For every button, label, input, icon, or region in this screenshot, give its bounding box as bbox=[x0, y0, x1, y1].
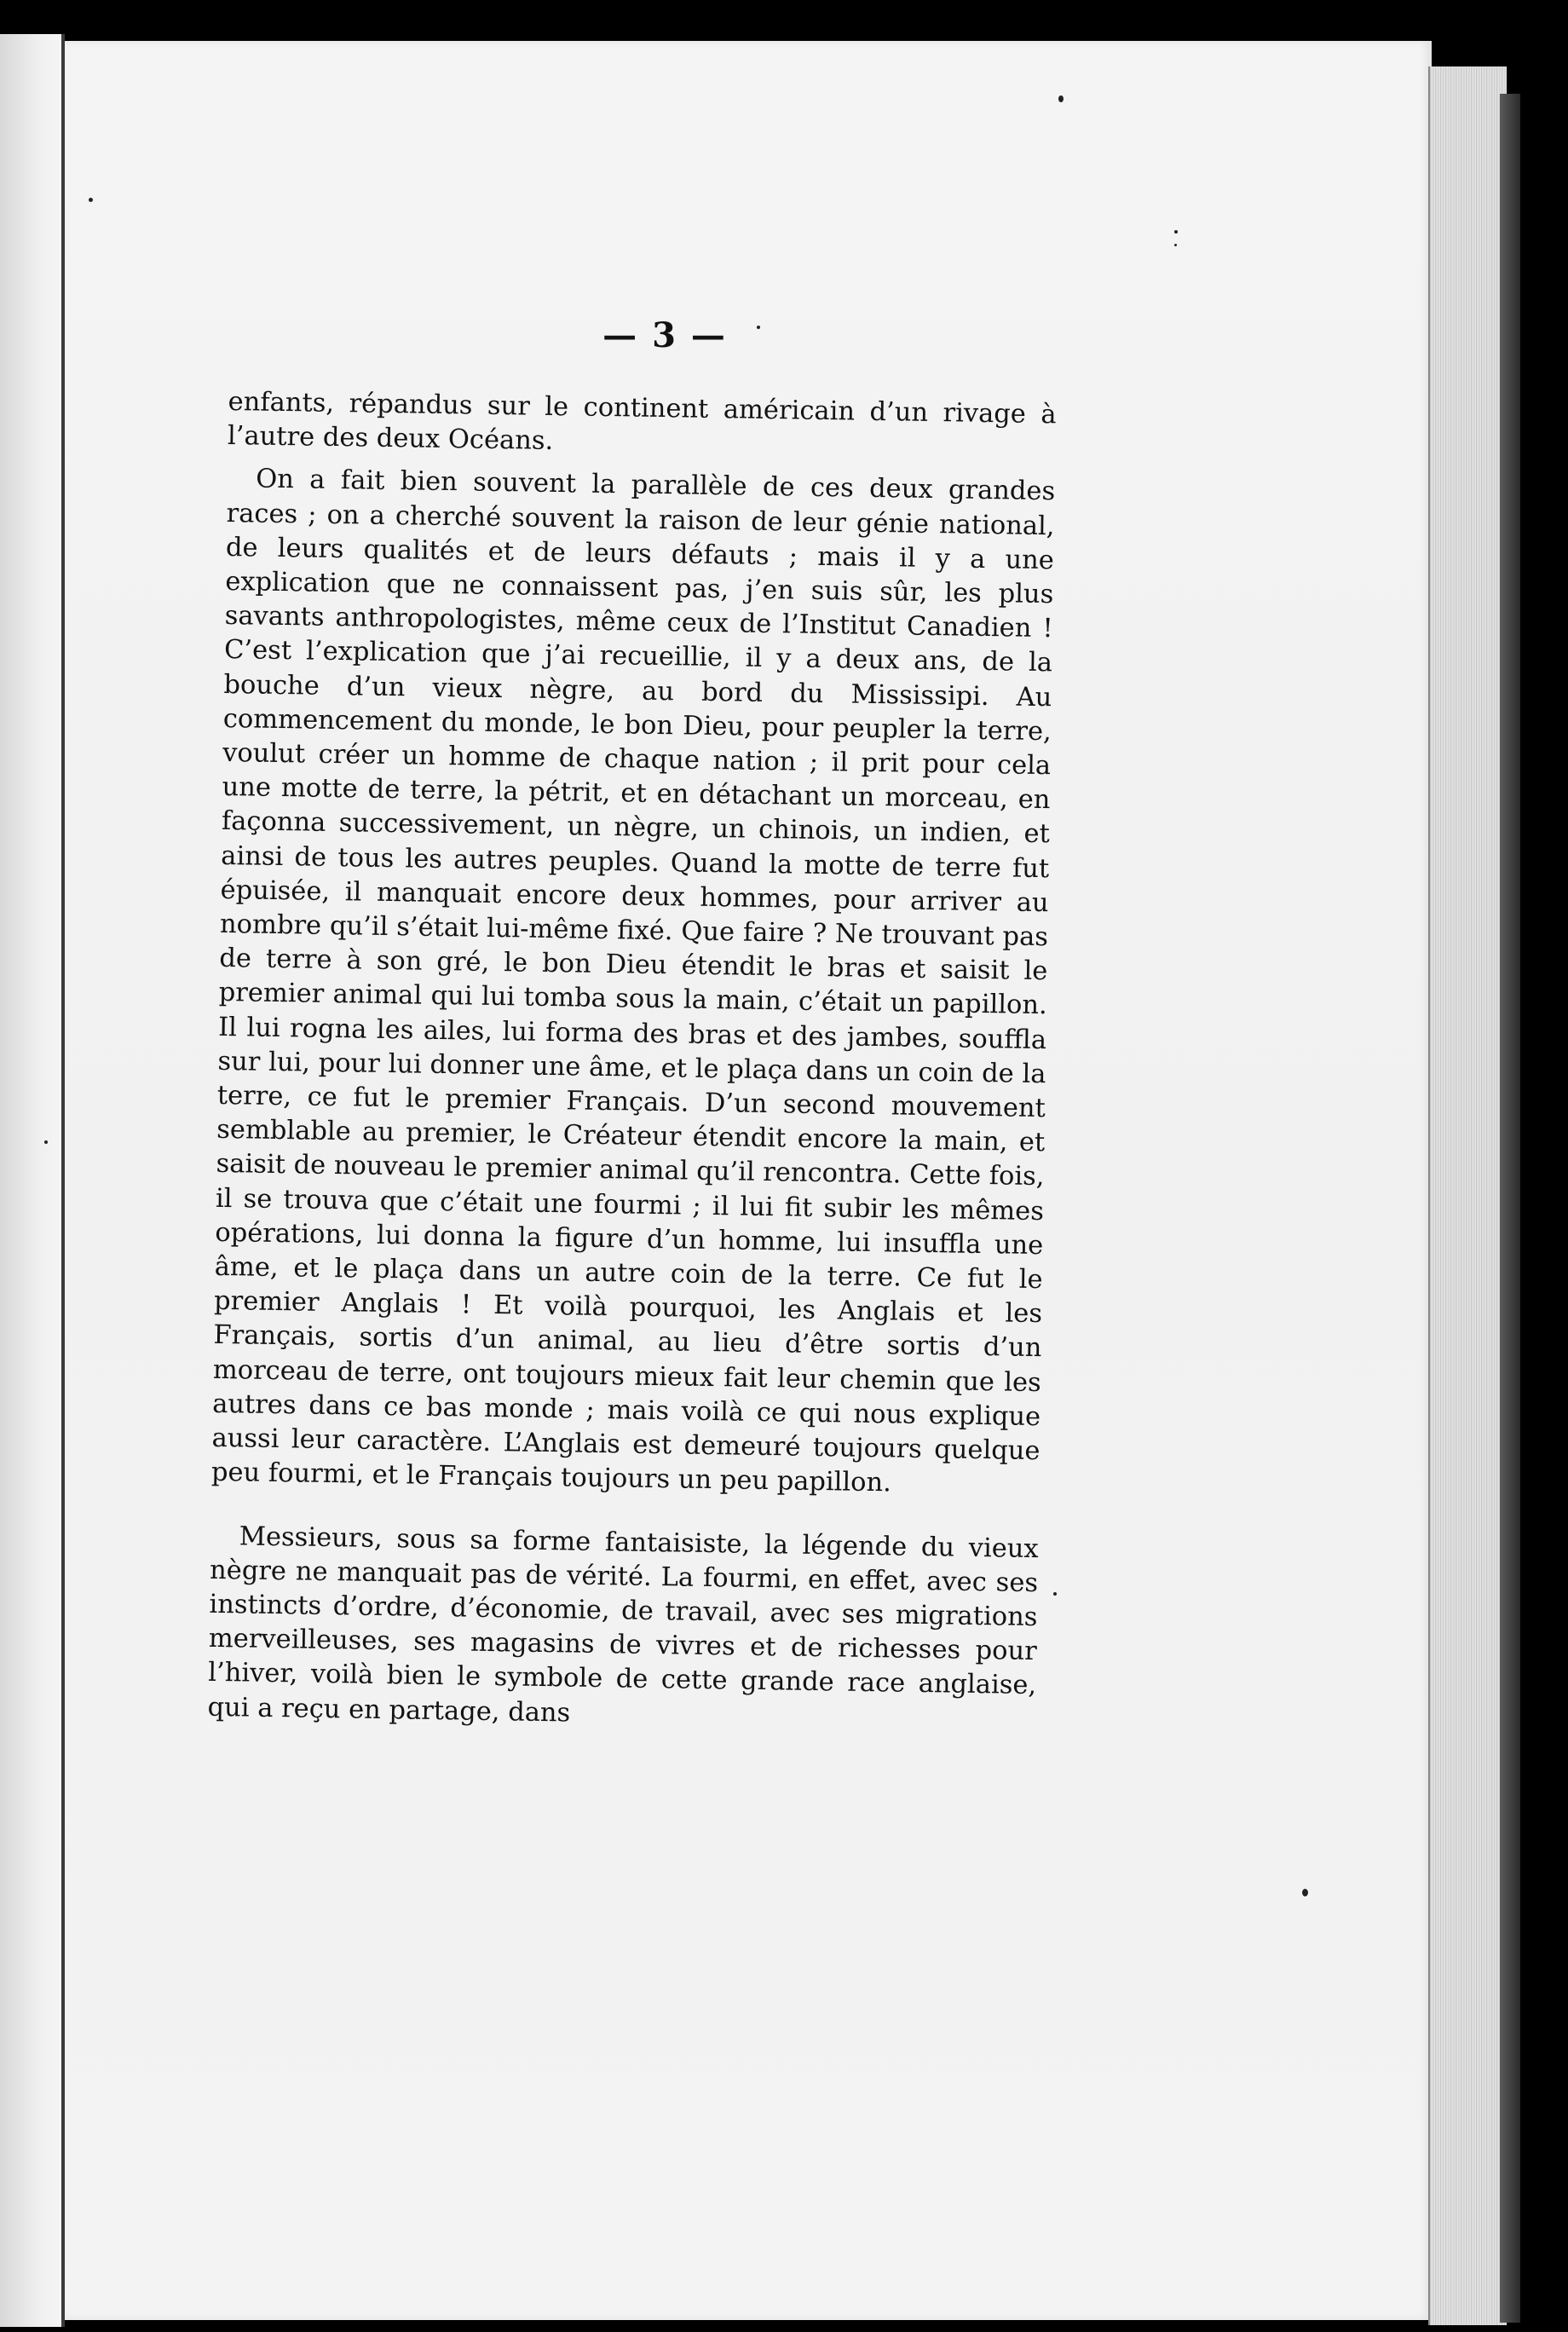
page-number: — 3 — bbox=[602, 315, 727, 355]
book-cover-edge bbox=[1500, 94, 1520, 2323]
previous-page-edge bbox=[0, 34, 64, 2327]
paragraph-messieurs: Messieurs, sous sa forme fantaisiste, la légende du vieux nègre ne manquait pas de vérité. La fourmi, en effet, avec ses instincts d’ordre, d’économie, de travail, avec ses migrations merveilleuses, ses magasins de vivres et de richesses pour l’hiver, voilà bien le symbole de cette grande race anglaise, qui a reçu en partage, dans bbox=[207, 1521, 1039, 1729]
stacked-page-edges bbox=[1428, 66, 1507, 2325]
paragraph-legend: On a fait bien souvent la parallèle de ces deux grandes races ; on a cherché souvent la raison de leur génie national, de leurs qualités et de leurs défauts ; mais il y a une explication que ne connaissent pas, j’en suis sûr, les plus savants anthropologistes, même ceux de l’Institut Canadien ! C’est l’explication que j’ai recueillie, il y a deux ans, de la bouche d’un vieux nègre, au bord du Mississipi. Au commencement du monde, le bon Dieu, pour peupler la terre, voulut créer un homme de chaque nation ; il prit pour cela une motte de terre, la pétrit, et en détachant un morceau, en façonna successivement, un nègre, un chinois, un indien, et ainsi de tous les autres peuples. Quand la motte de terre fut épuisée, il manquait encore deux hommes, pour arriver au nombre qu’il s’était lui-même fixé. Que faire ? Ne trouvant pas de terre à son gré, le bon Dieu étendit le bras et saisit le premier animal qui lui tomba sous la main, c’était un papillon. Il lui rogna les ailes, lui forma des bras et des jambes, souffla sur lui, pour lui donner une âme, et le plaça dans un coin de la terre, ce fut le premier Français. D’un second mouvement semblable au premier, le Créateur étendit encore la main, et saisit de nouveau le premier animal qu’il rencontra. Cette fois, il se trouva que c’était une fourmi ; il lui fit subir les mêmes opérations, lui donna la figure d’un homme, lui insuffla une âme, et le plaça dans un autre coin de la terre. Ce fut le premier Anglais ! Et voilà pourquoi, les Anglais et les Français, sortis d’un animal, au lieu d’être sortis d’un morceau de terre, ont toujours mieux fait leur chemin que les autres dans ce bas monde ; mais voilà ce qui nous explique aussi leur caractère. L’Anglais est demeuré toujours quelque peu fourmi, et le Français toujours un peu papillon. bbox=[210, 464, 1056, 1498]
paragraph-continuation: enfants, répandus sur le continent américain d’un rivage à l’autre des deux Océans. bbox=[227, 386, 1057, 457]
body-text bbox=[207, 385, 1057, 1738]
